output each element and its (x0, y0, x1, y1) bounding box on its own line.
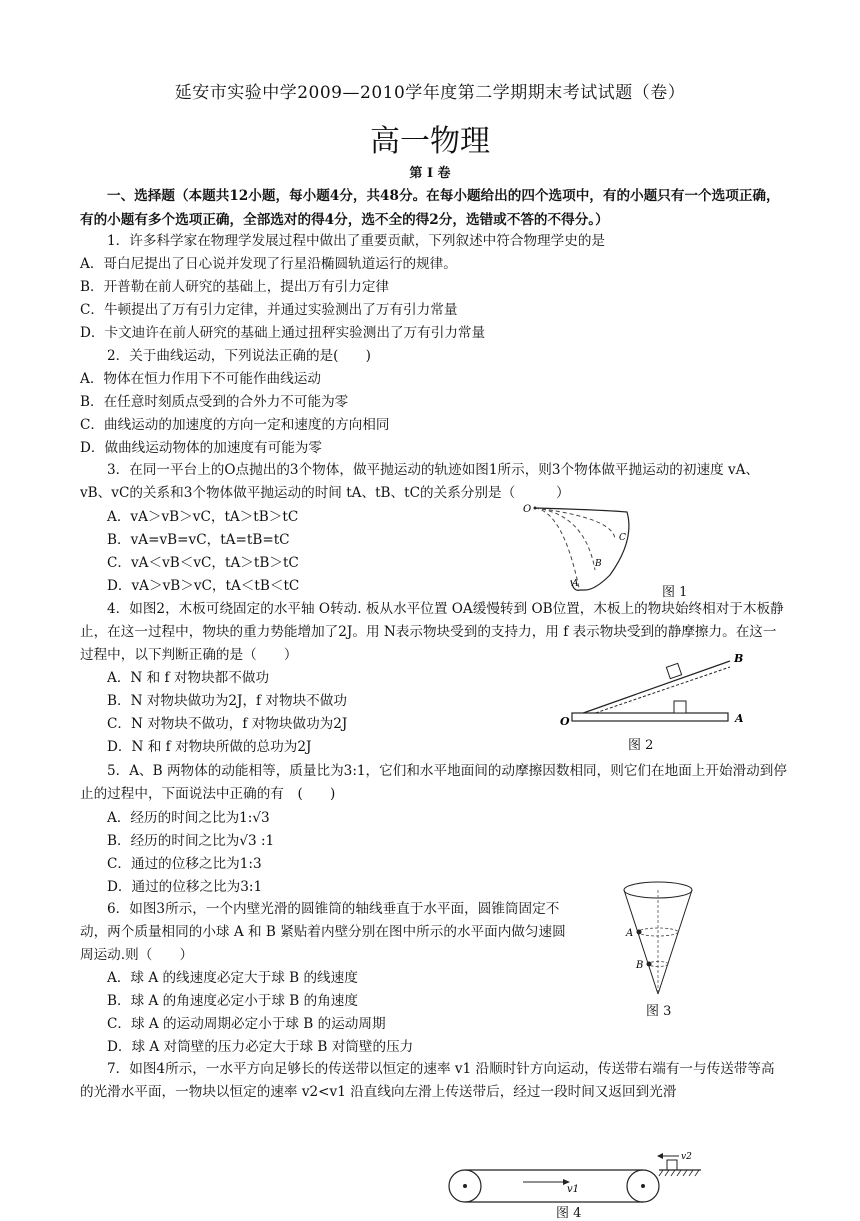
figure-3-diagram (618, 878, 698, 998)
q3-option-a: A．vA＞vB＞vC，tA＞tB＞tC (107, 509, 299, 525)
figure-4-diagram (445, 1148, 705, 1208)
fig2-label-a: A (735, 712, 744, 725)
q3-option-c: C．vA＜vB＜vC，tA＞tB＞tC (107, 555, 299, 571)
q5-option-a: A．经历的时间之比为1:√3 (107, 810, 270, 826)
fig1-label-b: B (595, 559, 602, 569)
q2-option-b: B．在任意时刻质点受到的合外力不可能为零 (80, 394, 349, 410)
q4-option-b: B．N 对物块做功为2J，f 对物块不做功 (107, 693, 347, 709)
fig4-label-v2: v2 (681, 1152, 692, 1162)
q2-stem: 2．关于曲线运动，下列说法正确的是( ) (107, 348, 371, 364)
q2-option-a: A．物体在恒力作用下不可能作曲线运动 (80, 371, 321, 387)
q3-option-d: D．vA＞vB＞vC，tA＜tB＜tC (107, 578, 300, 594)
q4-option-c: C．N 对物块不做功，f 对物块做功为2J (107, 716, 348, 732)
q4-option-d: D．N 和 f 对物块所做的总功为2J (107, 739, 312, 755)
q4-stem: 4．如图2，木板可绕固定的水平轴 O转动. 板从水平位置 OA缓慢转到 OB位置，木板上的物块始终相对于木板静止，在这一过程中，物块的重力势能增加了2J。用 N表示物块受到的支持力，用 f 表示物块受到的静摩擦力。在这一过程中，以下判断正确的是（ ） (80, 601, 784, 663)
q5-stem: 5．A、B 两物体的动能相等，质量比为3:1，它们和水平地面间的动摩擦因数相同，则它们在地面上开始滑动到停止的过程中，下面说法中正确的有 ( ) (80, 763, 787, 802)
q7-stem: 7．如图4所示，一水平方向足够长的传送带以恒定的速率 v1 沿顺时针方向运动，传送带右端有一与传送带等高的光滑水平面，一物块以恒定的速率 v2<v1 沿直线向左滑上传送带后，经过一段时间又返回到光滑 (80, 1061, 775, 1100)
q5-option-c: C．通过的位移之比为1:3 (107, 856, 262, 872)
q1-option-a: A．哥白尼提出了日心说并发现了行星沿椭圆轨道运行的规律。 (80, 256, 457, 272)
fig4-label-v1: v1 (567, 1184, 580, 1195)
q4-option-a: A．N 和 f 对物块都不做功 (107, 670, 270, 686)
fig1-label-o: O (523, 504, 532, 515)
q2-option-d: D．做曲线运动物体的加速度有可能为零 (80, 440, 322, 456)
q1-stem: 1．许多科学家在物理学发展过程中做出了重要贡献，下列叙述中符合物理学史的是 (107, 233, 606, 249)
q1-option-d: D．卡文迪许在前人研究的基础上通过扭秤实验测出了万有引力常量 (80, 325, 486, 341)
fig1-label-c: C (619, 533, 626, 543)
figure-4-caption: 图 4 (556, 1206, 582, 1221)
figure-1-diagram (515, 500, 645, 595)
q1-option-c: C．牛顿提出了万有引力定律，并通过实验测出了万有引力常量 (80, 302, 458, 318)
q2-option-c: C．曲线运动的加速度的方向一定和速度的方向相同 (80, 417, 390, 433)
volume-label: 第 Ⅰ 卷 (409, 166, 451, 181)
q6-option-b: B．球 A 的角速度必定小于球 B 的角速度 (107, 993, 358, 1009)
q6-option-c: C．球 A 的运动周期必定小于球 B 的运动周期 (107, 1016, 386, 1032)
q6-option-d: D．球 A 对筒壁的压力必定大于球 B 对筒壁的压力 (107, 1039, 414, 1055)
fig2-label-o: O (560, 715, 570, 728)
school-title: 延安市实验中学2009—2010学年度第二学期期末考试试题（卷） (174, 83, 686, 103)
q6-stem: 6．如图3所示，一个内壁光滑的圆锥筒的轴线垂直于水平面，圆锥筒固定不动，两个质量相同的小球 A 和 B 紧贴着内壁分别在图中所示的水平面内做匀速圆周运动.则（ ） (80, 901, 566, 963)
figure-2-caption: 图 2 (628, 738, 654, 753)
figure-2-diagram (558, 645, 758, 735)
q3-option-b: B．vA=vB=vC，tA=tB=tC (107, 532, 290, 548)
fig2-label-b: B (734, 652, 744, 665)
subject-title: 高一物理 (370, 124, 490, 159)
fig1-label-a: A (572, 579, 579, 589)
figure-1-caption: 图 1 (662, 585, 688, 600)
q6-option-a: A．球 A 的线速度必定大于球 B 的线速度 (107, 970, 358, 986)
figure-3-caption: 图 3 (646, 1004, 672, 1019)
q5-option-b: B．经历的时间之比为√3 :1 (107, 833, 275, 849)
fig3-label-b: B (636, 960, 644, 971)
q5-option-d: D．通过的位移之比为3:1 (107, 879, 263, 895)
section-heading: 一、选择题（本题共12小题，每小题4分，共48分。在每小题给出的四个选项中，有的小题只有一个选项正确，有的小题有多个选项正确，全部选对的得4分，选不全的得2分，选错或不答的不得分。） (80, 188, 780, 228)
q1-option-b: B．开普勒在前人研究的基础上，提出万有引力定律 (80, 279, 390, 295)
fig3-label-a: A (626, 928, 634, 939)
q3-stem: 3．在同一平台上的O点抛出的3个物体，做平抛运动的轨迹如图1所示，则3个物体做平抛运动的初速度 vA、vB、vC的关系和3个物体做平抛运动的时间 tA、tB、tC的关系分别是（ ） (80, 462, 760, 501)
